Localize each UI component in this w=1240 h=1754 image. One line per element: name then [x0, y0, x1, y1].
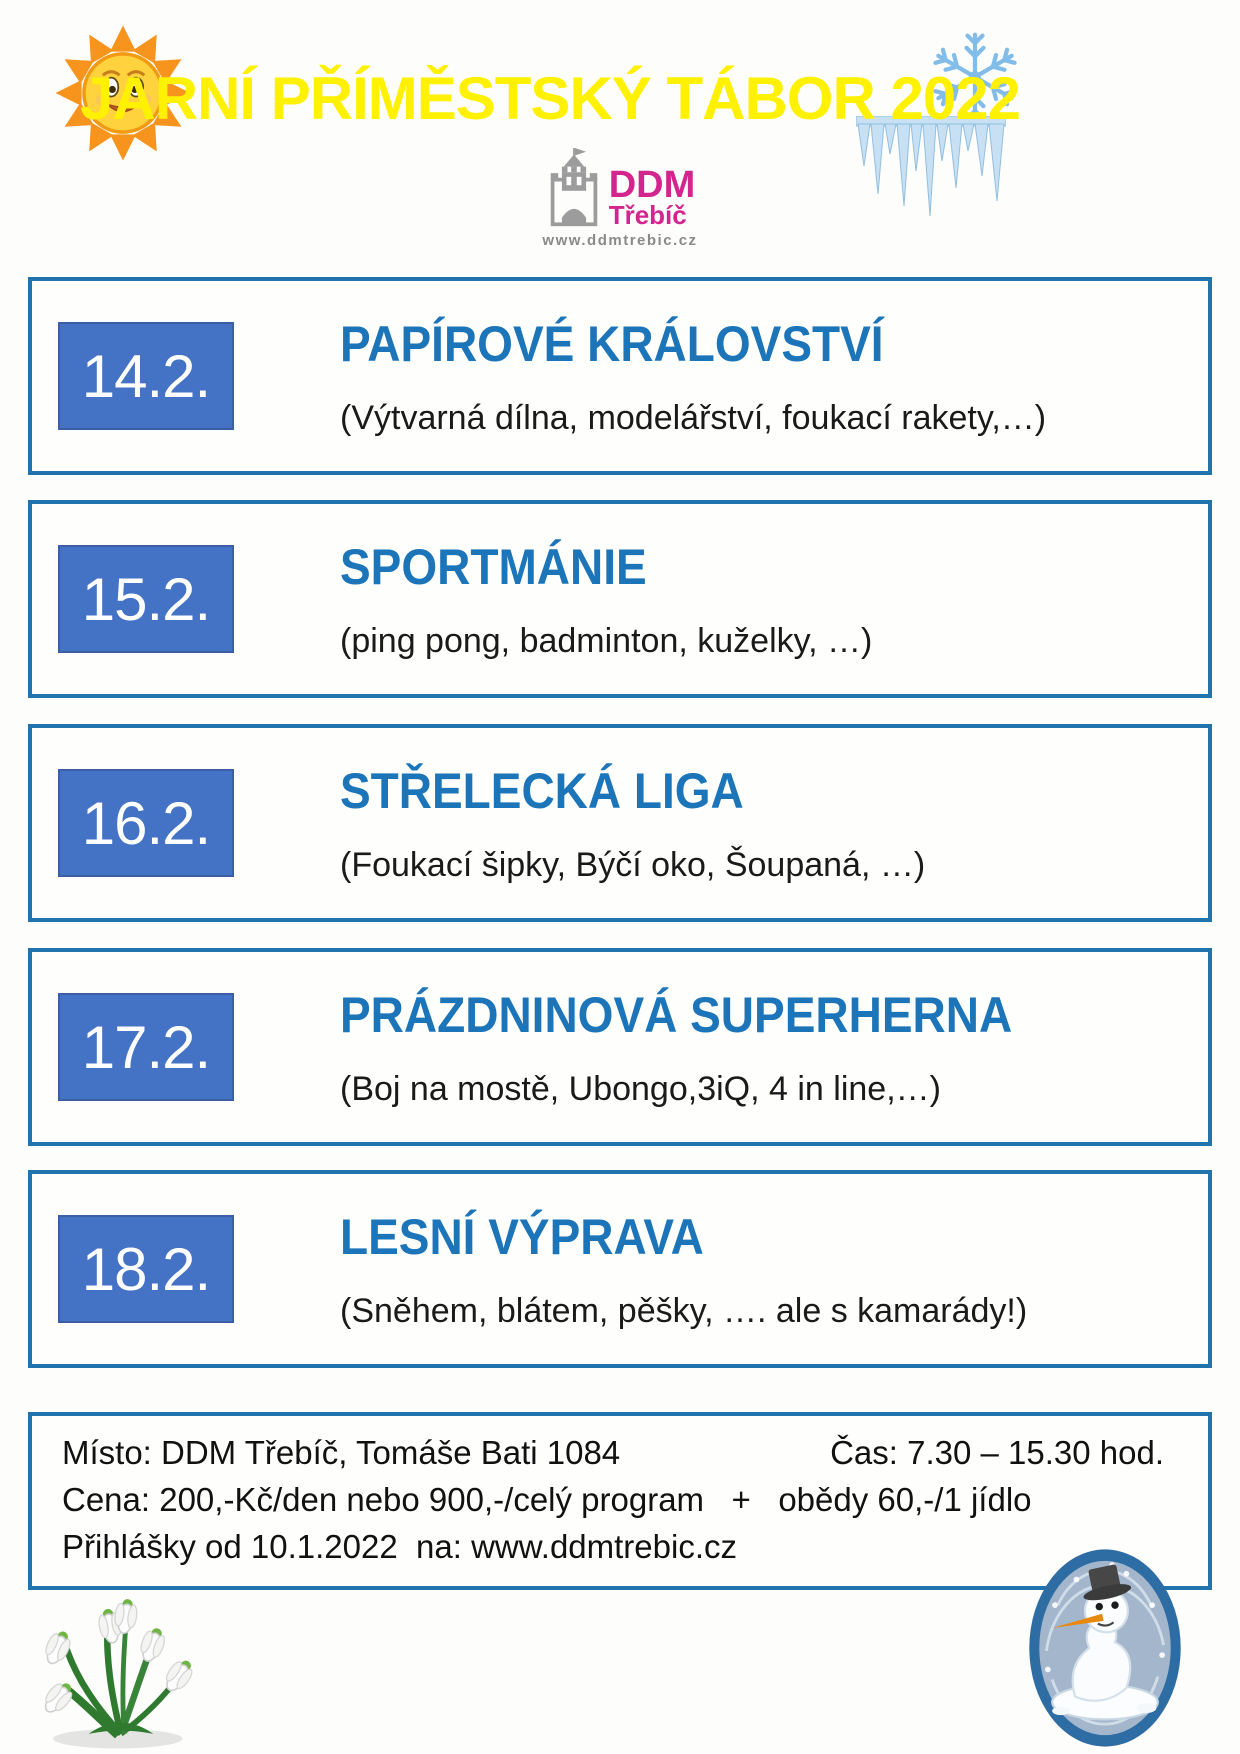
logo-text [608, 164, 696, 231]
event-date: 16.2. [81, 789, 211, 857]
event-date-box [58, 1215, 234, 1323]
logo-website: www.ddmtrebic.cz [542, 232, 698, 249]
event-title: PAPÍROVÉ KRÁLOVSTVÍ [340, 315, 884, 372]
event-info [340, 315, 1046, 438]
event-date-box [58, 993, 234, 1101]
event-title: SPORTMÁNIE [340, 538, 647, 595]
event-date-box [58, 769, 234, 877]
info-row-place-time [62, 1430, 1164, 1477]
event-subtitle: (Výtvarná dílna, modelářství, foukací rakety,…) [340, 398, 1047, 437]
event-info [340, 1208, 1027, 1331]
event-box-14-2 [28, 277, 1212, 475]
event-box-15-2 [28, 500, 1212, 698]
price-text: Cena: 200,-Kč/den nebo 900,-/celý program + obědy 60,-/1 jídlo [62, 1480, 1032, 1518]
event-date: 17.2. [81, 1013, 211, 1081]
event-box-18-2 [28, 1170, 1212, 1368]
event-date-box [58, 545, 234, 653]
event-title: LESNÍ VÝPRAVA [340, 1208, 704, 1265]
event-date-box [58, 322, 234, 430]
event-box-16-2 [28, 724, 1212, 922]
event-box-17-2 [28, 948, 1212, 1146]
snowdrops-icon [36, 1572, 206, 1750]
time-text: Čas: 7.30 – 15.30 hod. [830, 1434, 1164, 1471]
event-date: 14.2. [81, 342, 211, 410]
event-date: 15.2. [81, 565, 211, 633]
event-subtitle: (Boj na mostě, Ubongo,3iQ, 4 in line,…) [340, 1069, 941, 1108]
castle-icon [545, 148, 603, 228]
signup-text: Přihlášky od 10.1.2022 na: www.ddmtrebic.cz [62, 1527, 738, 1565]
event-title: PRÁZDNINOVÁ SUPERHERNA [340, 986, 1013, 1043]
place-text: Místo: DDM Třebíč, Tomáše Bati 1084 [62, 1434, 621, 1471]
ddm-logo [0, 148, 1240, 249]
event-subtitle: (Sněhem, blátem, pěšky, …. ale s kamarády!) [340, 1291, 1028, 1330]
event-subtitle: (Foukací šipky, Býčí oko, Šoupaná, …) [340, 845, 926, 884]
event-info [340, 762, 925, 885]
event-date: 18.2. [81, 1235, 211, 1303]
logo-city: Třebíč [608, 200, 687, 231]
event-info [340, 986, 1071, 1109]
event-title: STŘELECKÁ LIGA [340, 762, 744, 819]
page-title: JARNÍ PŘÍMĚSTSKÝ TÁBOR 2022 [80, 65, 1020, 132]
event-info [340, 538, 872, 661]
logo-org: DDM [608, 164, 696, 207]
ddm-logo-row [545, 148, 696, 231]
event-subtitle: (ping pong, badminton, kuželky, …) [340, 621, 873, 660]
snowman-icon [1026, 1548, 1184, 1748]
